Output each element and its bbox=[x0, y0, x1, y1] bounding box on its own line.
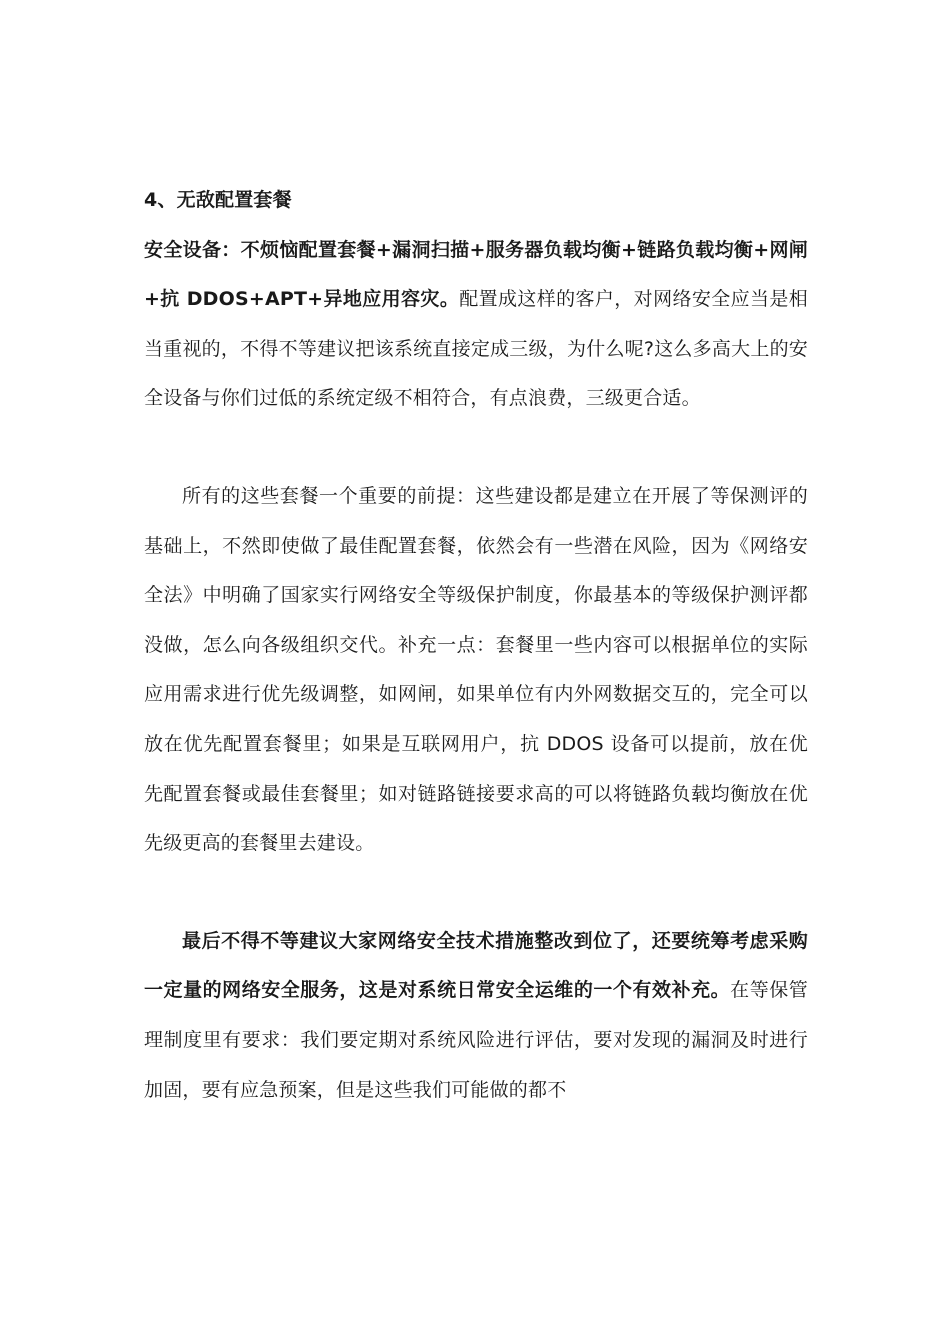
document-body bbox=[144, 176, 808, 1115]
paragraph-text: 在等保管理制度里有要求：我们要定期对系统风险进行评估，要对发现的漏洞及时进行加固，要有应急预案，但是这些我们可能做的都不 bbox=[144, 979, 808, 1101]
paragraph-spacer bbox=[144, 869, 808, 917]
paragraph-security-services bbox=[144, 917, 808, 1115]
paragraph-bold-lead: 最后不得不等建议大家网络安全技术措施整改到位了，还要统筹考虑采购一定量的网络安全服务，这是对系统日常安全运维的一个有效补充。 bbox=[144, 929, 808, 1002]
paragraph-bold-lead: 安全设备：不烦恼配置套餐+漏洞扫描+服务器负载均衡+链路负载均衡+网闸+抗 DDOS+APT+异地应用容灾。 bbox=[144, 238, 808, 311]
paragraph-premise: 所有的这些套餐一个重要的前提：这些建设都是建立在开展了等保测评的基础上，不然即使做了最佳配置套餐，依然会有一些潜在风险，因为《网络安全法》中明确了国家实行网络安全等级保护制度，你最基本的等级保护测评都没做，怎么向各级组织交代。补充一点：套餐里一些内容可以根据单位的实际应用需求进行优先级调整，如网闸，如果单位有内外网数据交互的，完全可以放在优先配置套餐里；如果是互联网用户，抗 DDOS 设备可以提前，放在优先配置套餐或最佳套餐里；如对链路链接要求高的可以将链路负载均衡放在优先级更高的套餐里去建设。 bbox=[144, 484, 808, 855]
paragraph-text: 配置成这样的客户，对网络安全应当是相当重视的，不得不等建议把该系统直接定成三级，为什么呢?这么多高大上的安全设备与你们过低的系统定级不相符合，有点浪费，三级更合适。 bbox=[144, 288, 808, 410]
paragraph-security-equipment bbox=[144, 226, 808, 424]
section-heading: 4、无敌配置套餐 bbox=[144, 189, 292, 211]
paragraph-spacer bbox=[144, 424, 808, 472]
